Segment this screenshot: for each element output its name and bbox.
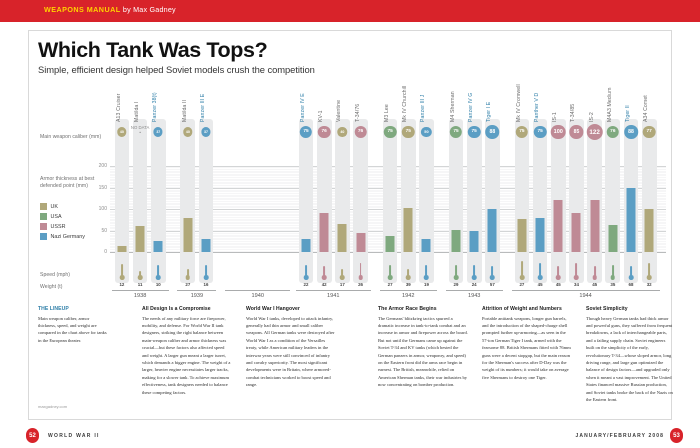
speed-thermometer-bulb[interactable] — [472, 275, 477, 280]
caliber-bubble[interactable]: 37 — [154, 127, 163, 136]
article-column — [586, 306, 674, 403]
issue-date: JANUARY/FEBRUARY 2008 — [575, 433, 664, 439]
legend-item-usa — [40, 212, 110, 222]
byline: by Max Gadney — [122, 5, 176, 14]
armor-bar[interactable] — [517, 219, 526, 252]
caliber-bubble[interactable]: 40 — [183, 127, 192, 136]
tank-name-label: M4 Sherman — [450, 91, 456, 122]
caliber-bubble[interactable]: 85 — [570, 125, 583, 138]
tank-name-label: Matilda I — [134, 101, 141, 122]
armor-bar[interactable] — [302, 239, 311, 252]
caliber-bubble[interactable]: 75 — [534, 126, 546, 138]
axis-label-armor: Armor thickness at best defended point (mm) — [40, 176, 95, 190]
source-credit: maxgadney.com — [38, 404, 68, 409]
magazine-name: WORLD WAR II — [48, 433, 100, 439]
article-body: World War I tanks, developed to attack infantry, generally had thin armor and small caliber weapons. All German tanks were destroyed after World War I as a condition of the Versailles treaty, while American military leaders in the interwar years were still convinced of infantry and cavalry superiority. The most significant developments were in Britain, where armored-combat technicians worked to boost speed and range. — [246, 315, 335, 388]
column-backdrop — [515, 119, 530, 283]
speed-thermometer-bulb[interactable] — [120, 275, 125, 280]
tank-column[interactable] — [449, 84, 464, 298]
top-red-band — [0, 0, 700, 22]
tank-column[interactable] — [587, 84, 602, 298]
speed-thermometer-bulb[interactable] — [611, 275, 616, 280]
armor-bar[interactable] — [183, 218, 192, 252]
armor-bar[interactable] — [590, 200, 599, 252]
year-rule — [177, 290, 216, 291]
column-backdrop — [299, 119, 314, 283]
column-backdrop — [383, 119, 398, 283]
gridline-value-150: 150 — [98, 184, 107, 191]
tank-column[interactable] — [199, 84, 214, 298]
tank-name-label: Panther V D — [534, 92, 541, 122]
column-backdrop — [419, 119, 434, 283]
weight-value: 32 — [646, 282, 652, 287]
caliber-bubble[interactable]: 50 — [421, 127, 431, 137]
article-body: The needs of any military force are firepower, mobility, and defense. For World War II tank designers, striking the right balance between main-weapon caliber and armor thickness was crucial—but these factors also affected speed and weight. A larger gun meant a larger turret, which demands a bigger engine. The weight of a larger, heavier engine necessitates larger tracks, making for a slower tank. To achieve maximum effectiveness, tank designers needed to balance these competing factors. — [142, 315, 231, 395]
column-backdrop — [569, 119, 584, 283]
column-backdrop — [130, 119, 150, 283]
weight-value: 17 — [339, 282, 345, 287]
article-heading: World War I Hangover — [246, 306, 300, 312]
tank-columns — [110, 84, 666, 298]
armor-bar[interactable] — [320, 213, 329, 252]
tank-column[interactable] — [383, 84, 398, 298]
weight-value: 24 — [471, 282, 477, 287]
legend-swatch — [40, 223, 47, 230]
tank-name-label: M4A3 Medium — [606, 87, 613, 122]
speed-thermometer-bulb[interactable] — [304, 275, 309, 280]
article-column — [38, 306, 108, 344]
speed-thermometer-bulb[interactable] — [340, 275, 345, 280]
armor-bar[interactable] — [422, 239, 431, 252]
section-kicker: WEAPONS MANUAL — [44, 5, 121, 14]
tank-column[interactable] — [180, 84, 195, 298]
weight-value: 45 — [537, 282, 543, 287]
tank-column[interactable] — [115, 84, 130, 298]
weight-value: 16 — [203, 282, 209, 287]
tank-name-label: Panzer III J — [420, 94, 427, 122]
year-rule — [296, 290, 371, 291]
weight-value: 45 — [592, 282, 598, 287]
article-heading: All Design Is a Compromise — [142, 306, 211, 312]
weight-value: 29 — [453, 282, 459, 287]
column-backdrop — [115, 119, 130, 283]
article-heading: Soviet Simplicity — [586, 306, 628, 312]
weight-value: 10 — [155, 282, 161, 287]
speed-thermometer-bulb[interactable] — [454, 275, 459, 280]
armor-bar[interactable] — [154, 241, 163, 252]
caliber-bubble[interactable]: 75 — [516, 126, 528, 138]
tank-name-label: Panzer IV E — [300, 93, 306, 122]
caliber-bubble[interactable]: 88 — [624, 125, 638, 139]
axis-label-weight: Weight (t) — [40, 284, 63, 290]
caliber-bubble[interactable]: 122 — [586, 124, 603, 141]
tank-column[interactable] — [551, 84, 566, 298]
speed-thermometer-bulb[interactable] — [138, 275, 143, 280]
article-column — [482, 306, 572, 381]
column-backdrop — [317, 119, 332, 283]
caliber-bubble[interactable]: 75 — [300, 126, 312, 138]
armor-bar[interactable] — [572, 213, 581, 252]
speed-thermometer-bulb[interactable] — [490, 275, 495, 280]
year-label: 1941 — [327, 293, 340, 299]
tank-column[interactable] — [642, 84, 657, 298]
article-body: The Germans' blitzkrieg tactics spurred a dramatic increase in tank-to-tank combat and an increase in armor and firepower across the board. But not until the Germans came up against the Soviet T-34 and KV tanks (which bested the German panzers in armor, weaponry, and speed) on the Eastern front did the arms race begin in earnest. The British, meanwhile, relied on American Sherman tanks, their war industries by now concentrating on bomber production. — [378, 315, 468, 388]
legend-item-nazi-germany — [40, 232, 110, 242]
tank-column[interactable] — [299, 84, 314, 298]
article-column — [378, 306, 468, 389]
tank-column[interactable] — [467, 84, 482, 298]
weight-value: 11 — [137, 282, 143, 287]
article-body: Main weapon caliber, armor thickness, speed, and weight are compared in the chart above for tanks in the European theater. — [38, 315, 107, 343]
gridline-value-200: 200 — [98, 163, 107, 169]
caliber-bubble[interactable]: 37 — [201, 127, 210, 136]
tank-name-label: Tiger I E — [486, 101, 493, 122]
speed-thermometer-bulb[interactable] — [556, 275, 561, 280]
tank-column[interactable] — [401, 84, 416, 298]
page-number-left: 52 — [26, 428, 39, 443]
tank-name-label: IS-1 — [552, 112, 559, 122]
legend-label: USA — [50, 213, 62, 220]
gridline-value-100: 100 — [98, 206, 107, 212]
tank-column[interactable] — [515, 84, 530, 298]
caliber-bubble[interactable]: 75 — [384, 126, 396, 138]
weight-value: 34 — [574, 282, 579, 287]
axis-label-speed: Speed (mph) — [40, 272, 70, 278]
tank-name-label: Panzer III E — [200, 93, 206, 122]
caliber-bubble[interactable]: 77 — [643, 126, 656, 139]
armor-bar[interactable] — [488, 209, 497, 252]
tank-name-label: Panzer 38(t) — [152, 92, 159, 122]
speed-thermometer-bulb[interactable] — [406, 275, 411, 280]
column-backdrop — [485, 119, 500, 283]
page-title: Which Tank Was Tops? — [38, 38, 268, 62]
weight-value: 26 — [358, 282, 363, 287]
gridline-value-0: 0 — [104, 249, 107, 255]
weight-value: 57 — [489, 282, 495, 287]
tank-name-label: KV-1 — [318, 110, 325, 122]
axis-label-caliber: Main weapon caliber (mm) — [40, 134, 102, 140]
tank-column[interactable] — [130, 84, 150, 298]
weight-value: 45 — [555, 282, 561, 287]
caliber-bubble[interactable]: 88 — [486, 125, 500, 139]
legend-label: USSR — [50, 223, 66, 230]
article-heading: The Armor Race Begins — [378, 306, 437, 312]
tank-name-label: Mk IV Churchill — [402, 85, 409, 122]
article-heading: Attrition of Weight and Numbers — [482, 306, 562, 312]
year-axis — [110, 290, 666, 304]
armor-bar[interactable] — [404, 208, 413, 252]
tank-column[interactable] — [485, 84, 500, 298]
year-label: 1939 — [190, 293, 204, 299]
tank-column[interactable] — [317, 84, 332, 298]
column-backdrop — [180, 119, 195, 283]
column-backdrop — [401, 119, 416, 283]
tank-comparison-chart — [38, 84, 666, 298]
column-backdrop — [449, 119, 464, 283]
column-backdrop — [467, 119, 482, 283]
tank-column[interactable] — [605, 84, 620, 298]
legend-swatch — [40, 203, 47, 210]
caliber-bubble[interactable]: 75 — [450, 126, 462, 138]
speed-thermometer-bulb[interactable] — [574, 275, 579, 280]
year-rule — [446, 290, 503, 291]
tank-column[interactable] — [335, 84, 350, 298]
weight-value: 42 — [321, 282, 327, 287]
article-body: Though heavy German tanks had thick armor and powerful guns, they suffered from frequent breakdowns, a lack of interchangeable parts, and a failing supply chain. Soviet engineers built on the simplicity of the early, revolutionary T-34—whose sloped armor, long driving range, and large gun optimized the balance of design factors—and upgraded only when it meant a vast improvement. The United States financed massive Russian production, and Soviet tanks broke the back of the Nazis on the Eastern front. — [586, 315, 673, 402]
article-column — [142, 306, 232, 396]
speed-thermometer-bulb[interactable] — [592, 275, 597, 280]
speed-thermometer-bulb[interactable] — [647, 275, 652, 280]
column-backdrop — [151, 119, 166, 283]
armor-bar[interactable] — [645, 209, 654, 252]
kicker-line — [44, 5, 176, 14]
tank-name-label: T-34/85 — [570, 103, 577, 122]
speed-thermometer-bulb[interactable] — [424, 275, 429, 280]
tank-column[interactable] — [151, 84, 166, 298]
armor-bar[interactable] — [536, 218, 545, 252]
no-data-note: NO DATA • — [130, 125, 150, 136]
speed-thermometer-bulb[interactable] — [358, 275, 363, 280]
caliber-bubble[interactable]: 100 — [551, 125, 566, 140]
column-backdrop — [605, 119, 620, 283]
chart-plot-area — [98, 84, 666, 298]
tank-name-label: Tiger II — [625, 105, 631, 122]
caliber-bubble[interactable]: 75 — [468, 126, 480, 138]
tank-column[interactable] — [533, 84, 548, 298]
year-rule — [225, 290, 290, 291]
legend-item-ussr — [40, 222, 110, 232]
caliber-bubble[interactable]: 76 — [318, 126, 331, 139]
year-label: 1944 — [579, 293, 592, 299]
page-subtitle: Simple, efficient design helped Soviet models crush the competition — [38, 64, 315, 75]
tank-name-label: A13 Cruiser — [115, 93, 122, 122]
legend-swatch — [40, 233, 47, 240]
armor-bar[interactable] — [338, 224, 347, 252]
year-label: 1940 — [251, 293, 264, 299]
tank-name-label: Mk IV Cromwell — [515, 84, 522, 122]
speed-thermometer-bulb[interactable] — [388, 275, 393, 280]
armor-bar[interactable] — [117, 246, 126, 252]
caliber-bubble[interactable]: 40 — [338, 127, 347, 136]
year-rule — [380, 290, 437, 291]
legend-label: Nazi Germany — [50, 233, 85, 240]
tank-name-label: Panzer IV G — [468, 92, 475, 122]
column-backdrop — [335, 119, 350, 283]
weight-value: 27 — [519, 282, 525, 287]
caliber-bubble[interactable]: 75 — [402, 126, 414, 138]
armor-bar[interactable] — [627, 188, 636, 253]
weight-value: 35 — [610, 282, 616, 287]
gridline-value-50: 50 — [101, 227, 107, 234]
legend-swatch — [40, 213, 47, 220]
tank-name-label: Valentine — [336, 99, 343, 122]
tank-name-label: Matilda II — [181, 99, 188, 122]
tank-column[interactable] — [624, 84, 639, 298]
article-body: Portable antitank weapons, longer gun barrels, and the introduction of the shaped-charge shell prompted further up-armoring—as seen in the 57-ton German Tiger I tank, armed with the fearsome 88. British Shermans fitted with 76mm guns were a decent stopgap, but the main reason for the Sherman's success after D-Day was the weight of its numbers; it would take on average five Shermans to destroy one Tiger. — [482, 315, 571, 380]
page-footer — [0, 424, 700, 448]
speed-thermometer-bulb[interactable] — [520, 275, 525, 280]
article-column — [246, 306, 336, 389]
year-rule — [112, 290, 169, 291]
tank-name-label: M3 Lee — [384, 104, 391, 122]
article-columns — [38, 306, 673, 410]
weight-value: 27 — [185, 282, 191, 287]
weight-value: 39 — [405, 282, 411, 287]
column-backdrop — [353, 119, 368, 283]
tank-name-label: A34 Comet — [643, 95, 650, 122]
tank-name-label: T-34/76 — [354, 103, 361, 122]
caliber-bubble[interactable]: 76 — [607, 126, 620, 139]
armor-bar[interactable] — [470, 231, 479, 253]
weight-value: 68 — [628, 282, 634, 287]
tank-column[interactable] — [419, 84, 434, 298]
speed-thermometer-bulb[interactable] — [156, 275, 161, 280]
armor-bar[interactable] — [386, 236, 395, 252]
year-label: 1943 — [467, 293, 481, 299]
column-backdrop — [533, 119, 548, 283]
weight-value: 12 — [119, 282, 125, 287]
armor-bar[interactable] — [554, 200, 563, 252]
speed-thermometer-bulb[interactable] — [322, 275, 327, 280]
weight-value: 27 — [387, 282, 393, 287]
year-label: 1942 — [402, 293, 415, 299]
tank-column[interactable] — [353, 84, 368, 298]
tank-column[interactable] — [569, 84, 584, 298]
speed-thermometer-bulb[interactable] — [204, 275, 209, 280]
article-heading: THE LINEUP — [38, 306, 69, 312]
legend-label: UK — [50, 203, 58, 210]
page-number-right: 53 — [670, 428, 683, 443]
tank-name-label: IS-2 — [588, 112, 595, 122]
armor-bar[interactable] — [136, 226, 145, 252]
speed-thermometer-bulb[interactable] — [629, 275, 634, 280]
speed-thermometer-bulb[interactable] — [186, 275, 191, 280]
weight-value: 19 — [424, 282, 429, 287]
speed-thermometer-bulb[interactable] — [538, 275, 543, 280]
column-backdrop — [199, 119, 214, 283]
weight-value: 22 — [303, 282, 309, 287]
year-rule — [512, 290, 660, 291]
caliber-bubble[interactable]: 76 — [354, 126, 367, 139]
armor-bar[interactable] — [356, 233, 365, 252]
caliber-bubble[interactable]: 40 — [117, 127, 126, 136]
column-backdrop — [642, 119, 657, 283]
armor-bar[interactable] — [202, 239, 211, 252]
year-label: 1938 — [133, 293, 147, 299]
armor-bar[interactable] — [452, 230, 461, 252]
armor-bar[interactable] — [608, 225, 617, 252]
